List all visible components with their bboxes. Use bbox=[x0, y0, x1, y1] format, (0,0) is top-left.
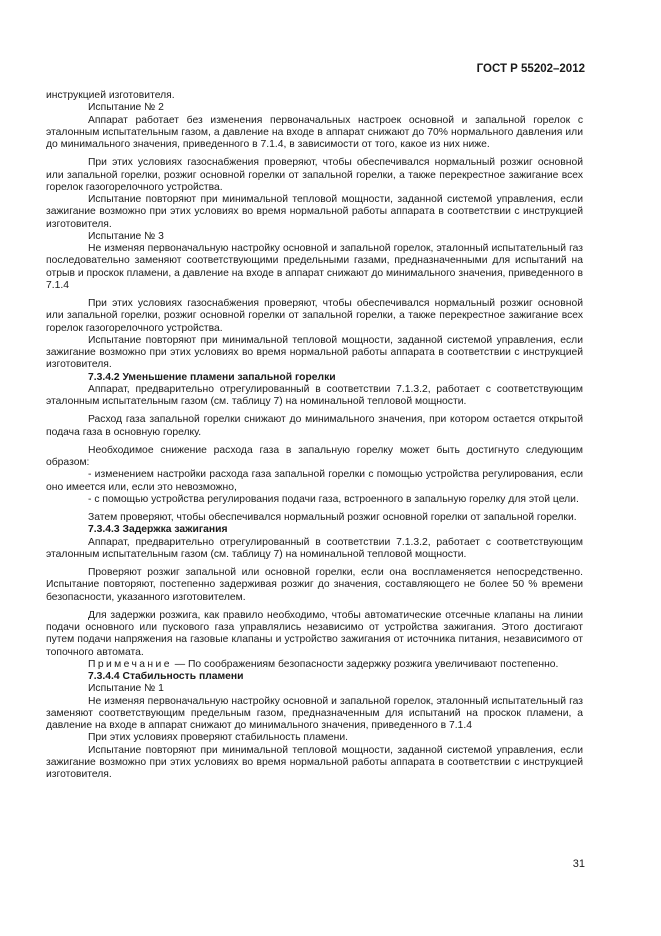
subtest-heading: Испытание № 2 bbox=[88, 102, 164, 114]
paragraph: Аппарат работает без изменения первоначальных настроек основной и запальной горелок с эталонным испытательным газом, а давление на входе в аппарат снижают до 70% нормального давления или до минимального значения, приведенного в 7.1.4, в зависимости от того, какое из них ниже. bbox=[46, 114, 583, 150]
paragraph: Расход газа запальной горелки снижают до минимального значения, при котором остается открытой подача газа в основную горелку. bbox=[46, 414, 583, 438]
page-number: 31 bbox=[572, 858, 585, 870]
paragraph: При этих условиях проверяют стабильность пламени. bbox=[88, 732, 349, 744]
paragraph: Испытание повторяют при минимальной тепловой мощности, заданной системой управления, если зажигание возможно при этих условиях во время нормальной работы аппарата в соответствии с инструкцией изготовителя. bbox=[46, 194, 583, 230]
paragraph: Не изменяя первоначальную настройку основной и запальной горелок, эталонный испытательный газ последовательно заменяют соответствующими предельными газами, предназначенными для испытаний на отрыв и проскок пламени, а давление на входе в аппарат снижают до минимального значения, приведенного в 7.1.4 bbox=[46, 243, 583, 291]
note-text: — По соображениям безопасности задержку розжига увеличивают постепенно. bbox=[171, 658, 559, 670]
note-label: Примечание bbox=[88, 658, 172, 670]
paragraph: Для задержки розжига, как правило необходимо, чтобы автоматические отсечные клапаны на линии подачи основного или пускового газа управлялись независимо от устройства зажигания. Этого достигают путем подачи напряжения на газовые клапаны и устройство зажигания от источника питания, независимого от топочного автомата. bbox=[46, 609, 583, 658]
paragraph: Аппарат, предварительно отрегулированный в соответствии 7.1.3.2, работает с соответствующим эталонным испытательным газом (см. таблицу 7) на номинальной тепловой мощности. bbox=[46, 536, 583, 560]
document-header: ГОСТ Р 55202–2012 bbox=[476, 63, 585, 75]
list-item: - изменением настройки расхода газа запальной горелки с помощью устройства регулирования, если оно имеется или, если это невозможно, bbox=[46, 469, 583, 493]
section-heading: 7.3.4.3 Задержка зажигания bbox=[88, 524, 228, 536]
paragraph: Испытание повторяют при минимальной тепловой мощности, заданной системой управления, если зажигание возможно при этих условиях во время нормальной работы аппарата в соответствии с инструкцией изготовителя. bbox=[46, 334, 583, 371]
paragraph: Не изменяя первоначальную настройку основной и запальной горелок, эталонный испытательный газ заменяют соответствующим предельным газом, предназначенным для испытаний на проскок пламени, а давление на входе в аппарат снижают до минимального значения, приведенного в 7.1.4 bbox=[46, 695, 583, 731]
section-heading: 7.3.4.2 Уменьшение пламени запальной горелки bbox=[88, 371, 336, 383]
paragraph: инструкцией изготовителя. bbox=[46, 90, 175, 101]
paragraph: При этих условиях газоснабжения проверяют, чтобы обеспечивался нормальный розжиг основной или запальной горелки, розжиг основной горелки от запальной горелки, а также перекрестное зажигание всех горелок газогорелочного устройства. bbox=[46, 157, 583, 193]
paragraph: При этих условиях газоснабжения проверяют, чтобы обеспечивался нормальный розжиг основной или запальной горелки, розжиг основной горелки от запальной горелки, а также перекрестное зажигание всех горелок газогорелочного устройства. bbox=[46, 298, 583, 334]
subtest-heading: Испытание № 1 bbox=[88, 683, 164, 695]
paragraph: Испытание повторяют при минимальной тепловой мощности, заданной системой управления, если зажигание возможно при этих условиях во время нормальной работы аппарата в соответствии с инструкцией изготовителя. bbox=[46, 744, 583, 780]
paragraph: Затем проверяют, чтобы обеспечивался нормальный розжиг основной горелки от запальной горелки. bbox=[88, 512, 577, 523]
document-body bbox=[46, 90, 583, 781]
paragraph: Проверяют розжиг запальной или основной горелки, если она воспламеняется непосредственно. Испытание повторяют, постепенно задерживая розжиг до значения, составляющего не более 50 % времени безопасности, указанного изготовителем. bbox=[46, 567, 583, 603]
list-item: - с помощью устройства регулирования подачи газа, встроенного в запальную горелку для этой цели. bbox=[88, 493, 579, 505]
paragraph: Необходимое снижение расхода газа в запальную горелку может быть достигнуто следующим образом: bbox=[46, 444, 583, 468]
subtest-heading: Испытание № 3 bbox=[88, 230, 164, 242]
paragraph: Аппарат, предварительно отрегулированный в соответствии 7.1.3.2, работает с соответствующим эталонным испытательным газом (см. таблицу 7) на номинальной тепловой мощности. bbox=[46, 383, 583, 407]
section-heading: 7.3.4.4 Стабильность пламени bbox=[88, 671, 244, 682]
note bbox=[46, 659, 583, 671]
